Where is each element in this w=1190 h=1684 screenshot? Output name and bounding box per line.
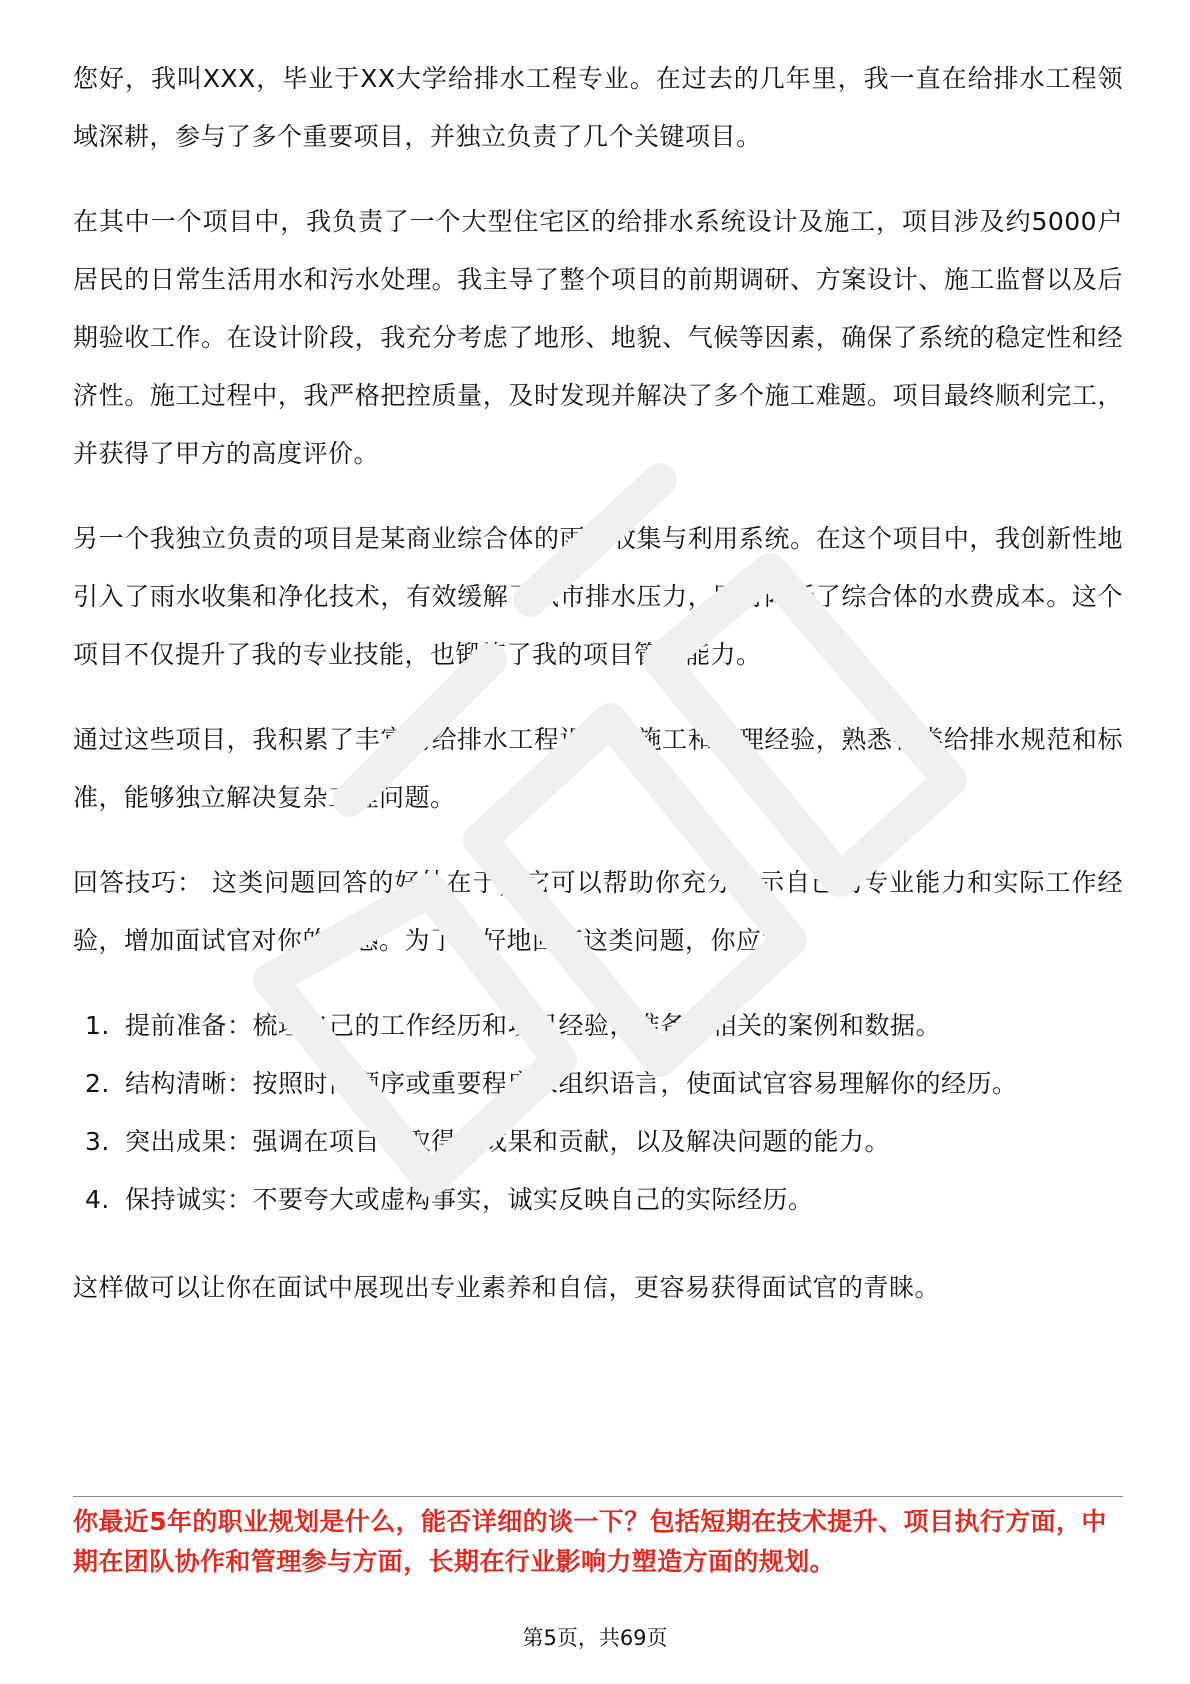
- list-item: [73, 1113, 1123, 1171]
- tips-list: [73, 997, 1123, 1229]
- document-body: [73, 50, 1123, 1344]
- list-item: [73, 997, 1123, 1055]
- project-two-paragraph: 另一个我独立负责的项目是某商业综合体的雨水收集与利用系统。在这个项目中，我创新性地引入了雨水收集和净化技术，有效缓解了城市排水压力，同时降低了综合体的水费成本。这个项目不仅提升了我的专业技能，也锻炼了我的项目管理能力。: [73, 524, 1123, 669]
- page-footer: 第5页，共69页: [522, 1626, 668, 1650]
- summary-paragraph: 通过这些项目，我积累了丰富的给排水工程设计、施工和管理经验，熟悉各类给排水规范和标准，能够独立解决复杂工程问题。: [73, 725, 1123, 812]
- next-question-heading: 你最近5年的职业规划是什么，能否详细的谈一下？包括短期在技术提升、项目执行方面，中期在团队协作和管理参与方面，长期在行业影响力塑造方面的规划。: [73, 1507, 1107, 1576]
- list-text: 提前准备：梳理自己的工作经历和项目经验，准备好相关的案例和数据。: [125, 1011, 942, 1040]
- list-number: 3.: [85, 1127, 110, 1156]
- list-number: 1.: [85, 1011, 110, 1040]
- project-one-paragraph: 在其中一个项目中，我负责了一个大型住宅区的给排水系统设计及施工，项目涉及约5000户居民的日常生活用水和污水处理。我主导了整个项目的前期调研、方案设计、施工监督以及后期验收工作。在设计阶段，我充分考虑了地形、地貌、气候等因素，确保了系统的稳定性和经济性。施工过程中，我严格把控质量，及时发现并解决了多个施工难题。项目最终顺利完工，并获得了甲方的高度评价。: [73, 207, 1123, 468]
- list-number: 2.: [85, 1069, 110, 1098]
- list-text: 结构清晰：按照时间顺序或重要程度来组织语言，使面试官容易理解你的经历。: [125, 1069, 1018, 1098]
- intro-paragraph: 您好，我叫XXX，毕业于XX大学给排水工程专业。在过去的几年里，我一直在给排水工程领域深耕，参与了多个重要项目，并独立负责了几个关键项目。: [73, 64, 1123, 151]
- list-text: 保持诚实：不要夸大或虚构事实，诚实反映自己的实际经历。: [125, 1185, 814, 1214]
- answer-tips-paragraph: 回答技巧： 这类问题回答的好处在于，它可以帮助你充分展示自己的专业能力和实际工作经验，增加面试官对你的好感。为了更好地回答这类问题，你应该：: [73, 868, 1123, 955]
- list-text: 突出成果：强调在项目中取得的成果和贡献，以及解决问题的能力。: [125, 1127, 891, 1156]
- list-item: [73, 1171, 1123, 1229]
- closing-paragraph: 这样做可以让你在面试中展现出专业素养和自信，更容易获得面试官的青睐。: [73, 1273, 941, 1302]
- section-divider: [73, 1496, 1123, 1497]
- list-number: 4.: [85, 1185, 110, 1214]
- list-item: [73, 1055, 1123, 1113]
